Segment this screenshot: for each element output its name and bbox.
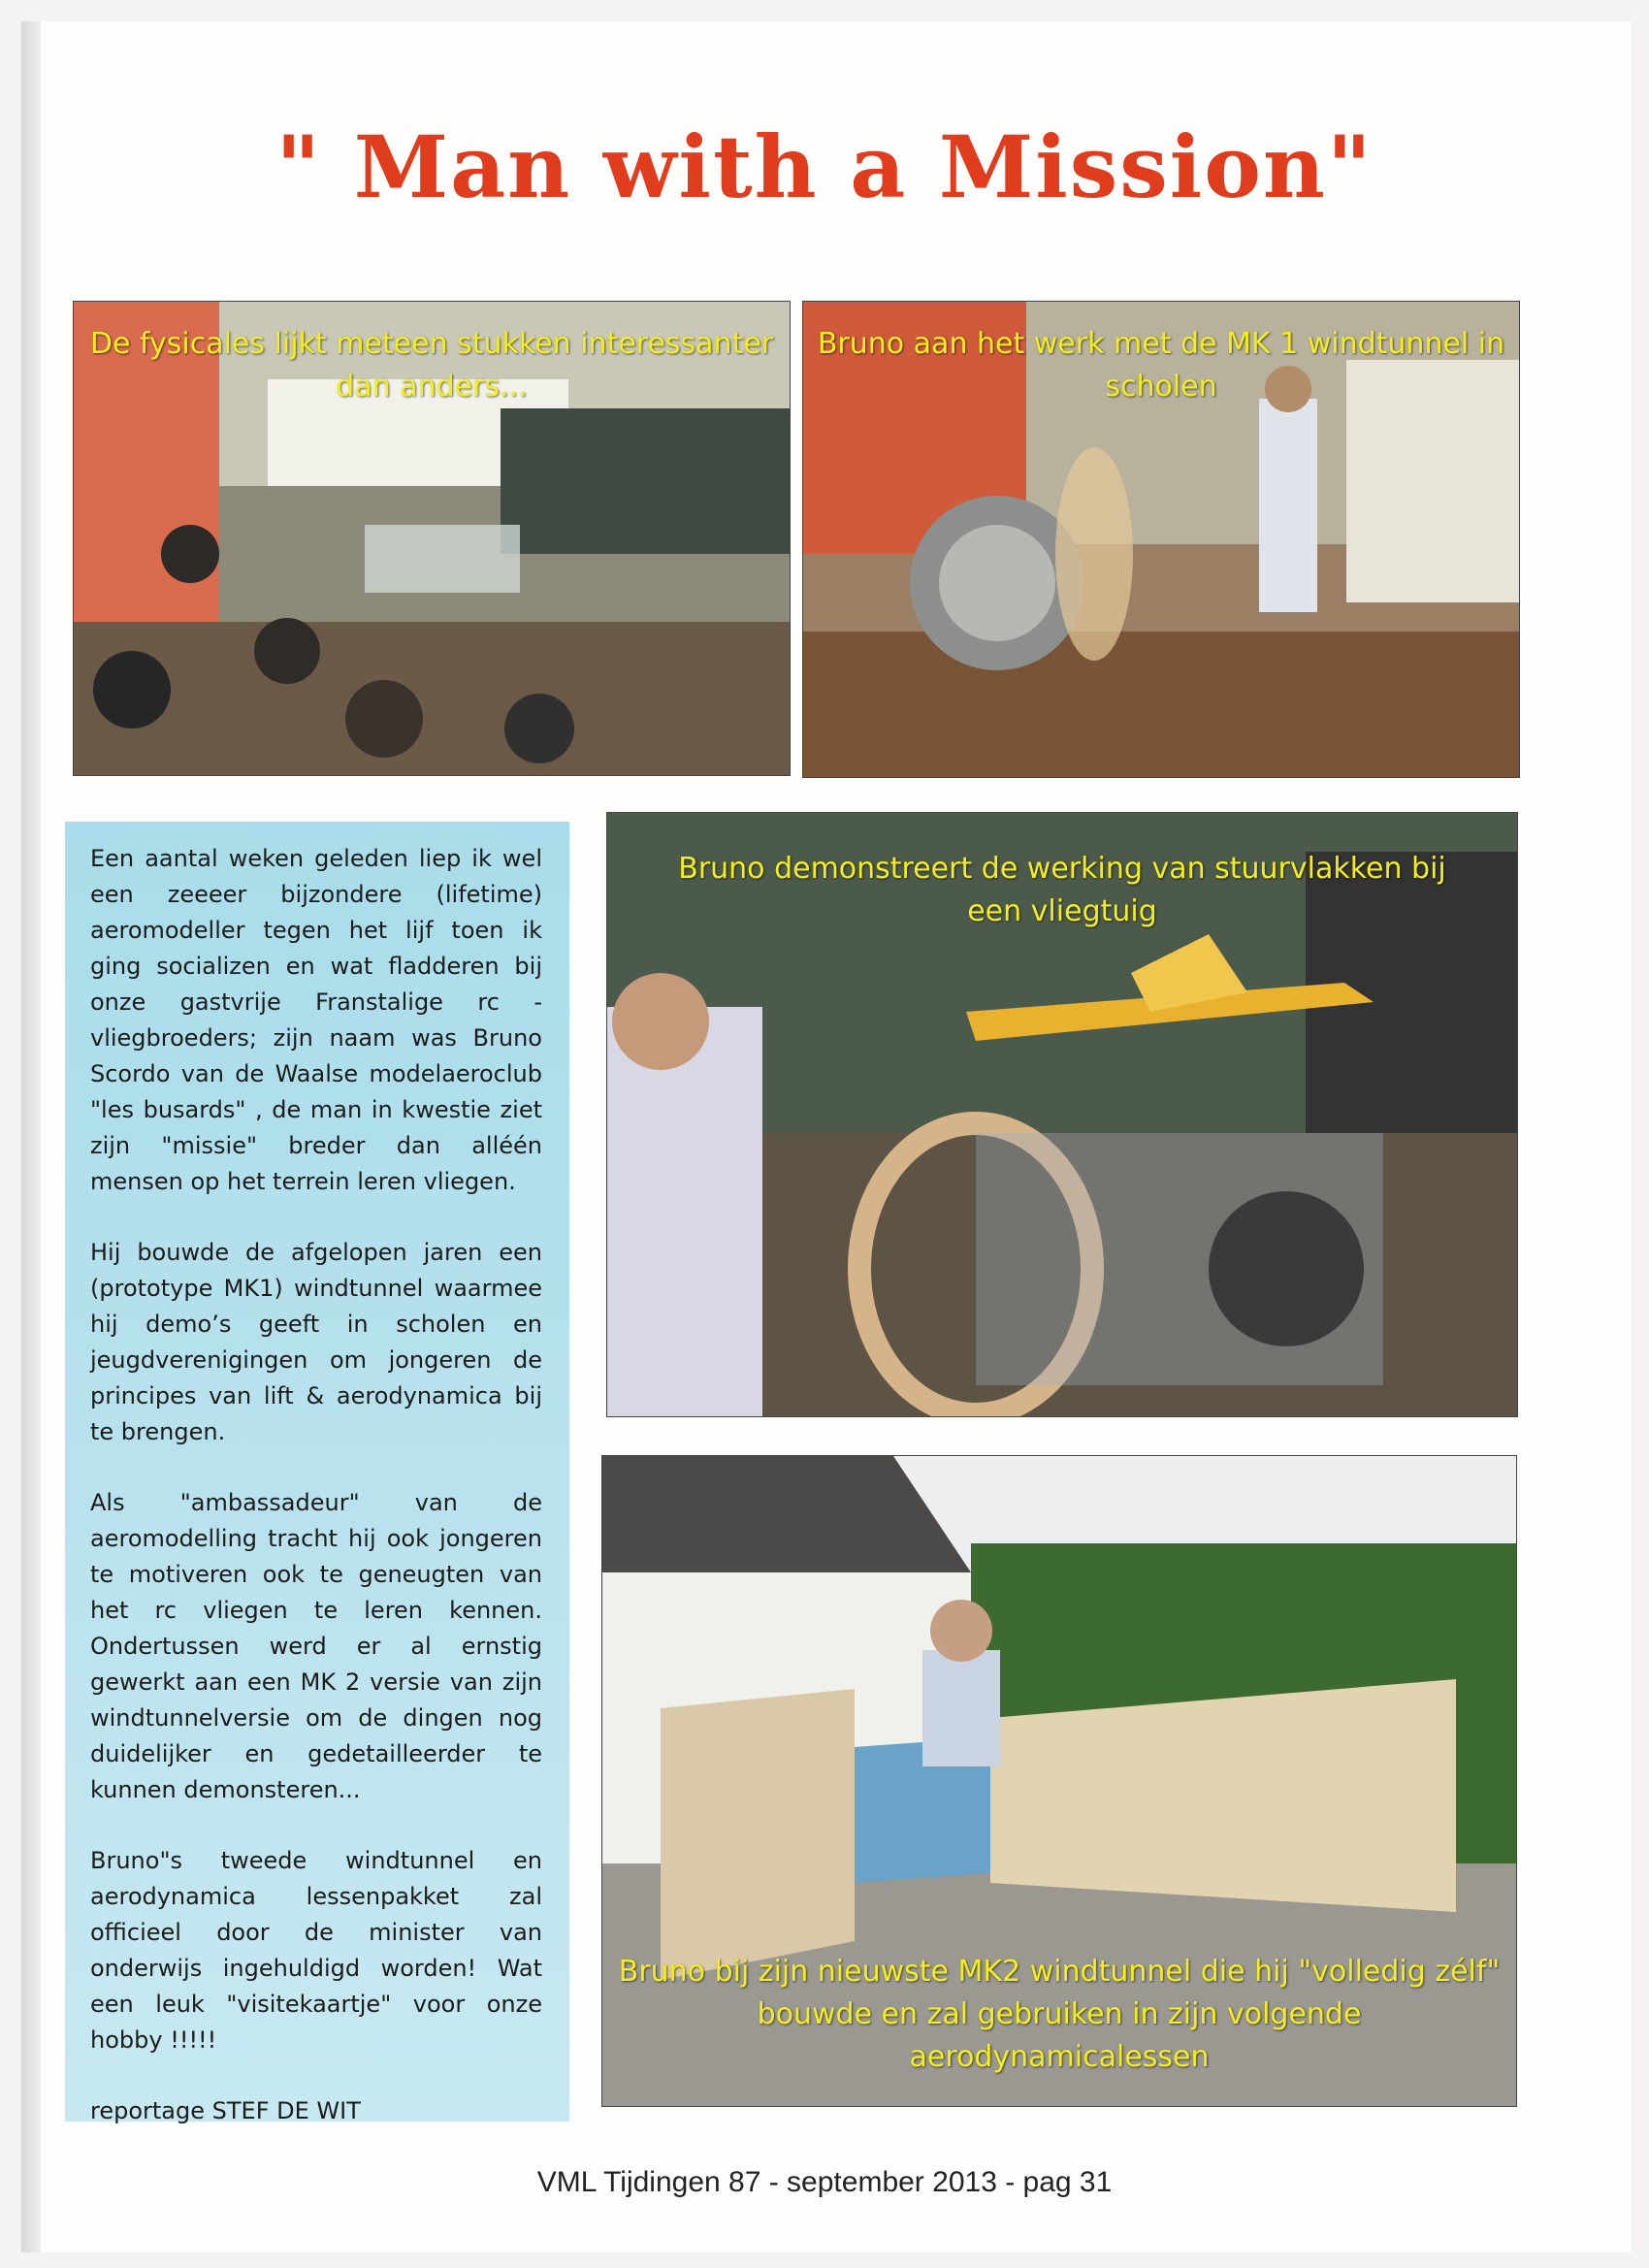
- page-footer: VML Tijdingen 87 - september 2013 - pag 31: [536, 2166, 1113, 2198]
- article-paragraph-2: Hij bouwde de afgelopen jaren een (prototype MK1) windtunnel waarmee hij demo’s geeft in scholen en jeugdverenigingen om jongeren de principes van lift & aerodynamica bij te brengen.: [90, 1239, 542, 1445]
- page-edge-shadow: [21, 21, 41, 2252]
- photo-classroom: [73, 301, 791, 776]
- photo-mk2-caption: Bruno bij zijn nieuwste MK2 windtunnel die hij "volledig zélf" bouwde en zal gebruiken in zijn volgende aerodynamicalessen: [618, 1955, 1501, 2074]
- article-title: " Man with a Mission": [275, 116, 1374, 217]
- article-paragraph-4: Bruno"s tweede windtunnel en aerodynamica lessenpakket zal officieel door de minister van onderwijs ingehuldigd worden! Wat een leuk "visitekaartje" voor onze hobby !!!!!: [90, 1847, 542, 2054]
- photo-control-surfaces: [606, 812, 1518, 1417]
- photo-control-surfaces-caption: Bruno demonstreert de werking van stuurvlakken bij een vliegtuig: [678, 852, 1446, 928]
- photo-mk2-windtunnel: [601, 1455, 1517, 2107]
- photo-mk1-caption: Bruno aan het werk met de MK 1 windtunnel in scholen: [817, 327, 1505, 404]
- photo-classroom-caption: De fysicales lijkt meteen stukken interessanter dan anders...: [89, 327, 774, 404]
- article-paragraph-1: Een aantal weken geleden liep ik wel een zeeeer bijzondere (lifetime) aeromodeller tegen het lijf toen ik ging socializen en wat fladderen bij onze gastvrije Franstalige rc - vliegbroeders; zijn naam was Bruno Scordo van de Waalse modelaeroclub "les busards" , de man in kwestie ziet zijn "missie" breder dan alléén mensen op het terrein leren vliegen.: [90, 845, 542, 1195]
- article-text-box: [65, 822, 569, 2122]
- photo-mk1-windtunnel: [802, 301, 1520, 778]
- article-paragraph-3: Als "ambassadeur" van de aeromodelling tracht hij ook jongeren te motiveren ook te geneugten van het rc vliegen te leren kennen. Ondertussen werd er al ernstig gewerkt aan een MK 2 versie van zijn windtunnelversie om de dingen nog duidelijker en gedetailleerder te kunnen demonsteren...: [90, 1489, 542, 1803]
- article-credit: reportage STEF DE WIT: [90, 2097, 361, 2124]
- article-body: [90, 841, 542, 2164]
